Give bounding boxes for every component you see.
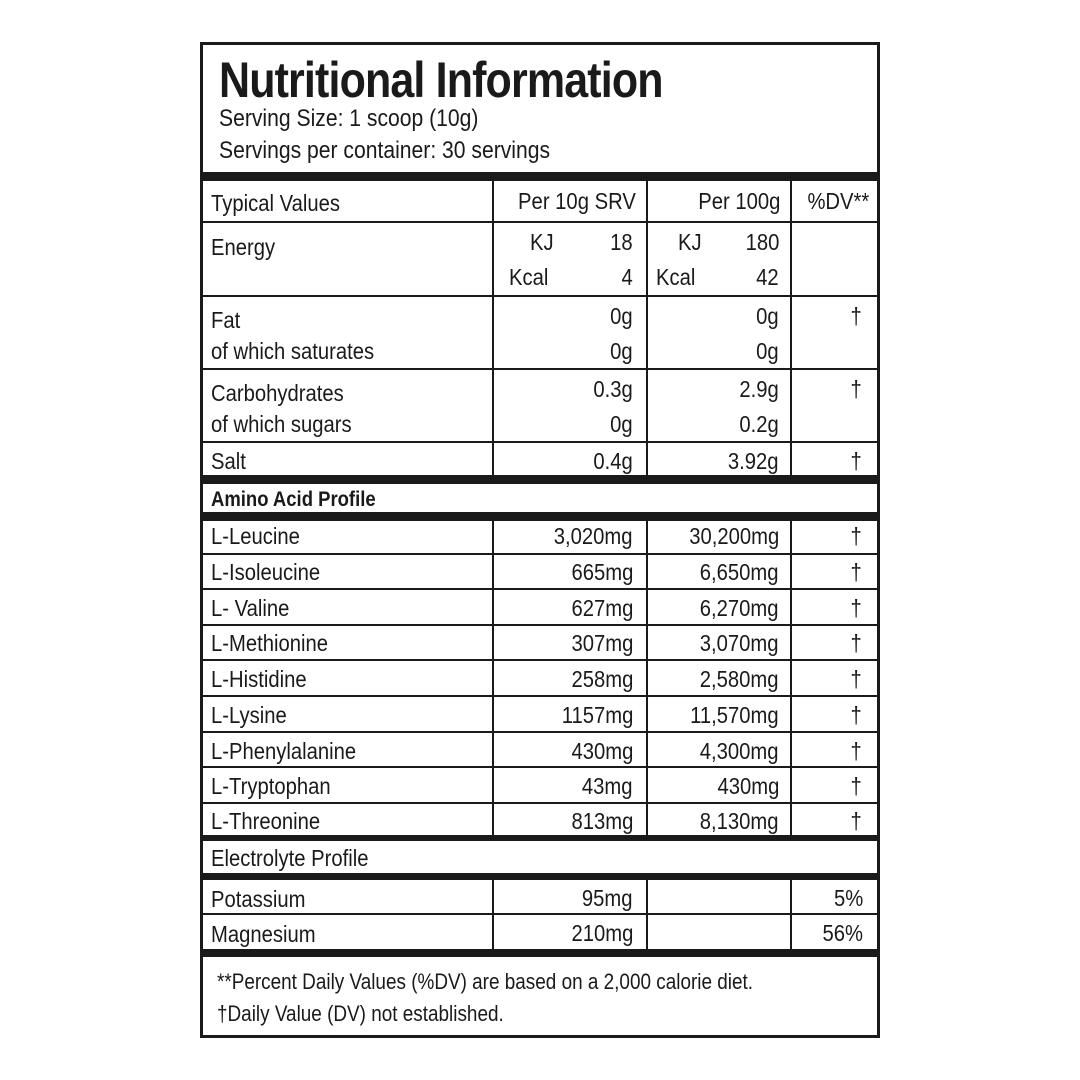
thick-rule <box>203 172 877 181</box>
electrolyte-dv: 5% <box>833 885 863 911</box>
nutrient-label: Salt <box>211 448 246 474</box>
energy-label: Energy <box>211 234 276 260</box>
rule <box>203 295 877 297</box>
amino-serving: 258mg <box>571 666 633 692</box>
nutrient-per100: 0g <box>756 338 779 364</box>
amino-label: L-Tryptophan <box>211 773 331 799</box>
rule <box>203 913 877 915</box>
amino-label: L-Isoleucine <box>211 559 321 585</box>
amino-per100: 6,270mg <box>700 595 779 621</box>
amino-per100: 4,300mg <box>700 738 779 764</box>
servings-per-container: Servings per container: 30 servings <box>219 137 551 164</box>
energy-kj-unit-serving: KJ <box>530 229 554 255</box>
amino-label: L-Leucine <box>211 523 300 549</box>
thick-rule <box>203 475 877 484</box>
nutrient-label: of which sugars <box>211 411 352 437</box>
amino-dv: † <box>850 630 862 656</box>
thick-rule <box>203 835 877 841</box>
nutrient-dv: † <box>850 303 862 329</box>
amino-label: L- Valine <box>211 595 290 621</box>
amino-per100: 6,650mg <box>700 559 779 585</box>
rule <box>203 221 877 223</box>
rule <box>203 624 877 626</box>
amino-dv: † <box>850 773 862 799</box>
energy-kj-unit-100g: KJ <box>678 229 702 255</box>
nutrient-serving: 0g <box>610 338 633 364</box>
nutrient-per100: 3.92g <box>728 448 779 474</box>
amino-per100: 430mg <box>717 773 779 799</box>
footnote-dv: **Percent Daily Values (%DV) are based on a 2,000 calorie diet. <box>217 969 754 994</box>
amino-serving: 627mg <box>571 595 633 621</box>
nutrient-per100: 0g <box>756 303 779 329</box>
energy-kcal-serving: 4 <box>621 264 633 290</box>
amino-per100: 30,200mg <box>688 523 779 549</box>
rule <box>203 553 877 555</box>
rule <box>203 802 877 804</box>
amino-acid-heading: Amino Acid Profile <box>211 488 376 511</box>
column-header-dv: %DV** <box>807 188 869 214</box>
serving-size: Serving Size: 1 scoop (10g) <box>219 105 479 132</box>
energy-kcal-unit-serving: Kcal <box>509 264 549 290</box>
thick-rule <box>203 512 877 521</box>
electrolyte-label: Magnesium <box>211 921 316 947</box>
label-title: Nutritional Information <box>219 52 663 108</box>
electrolyte-heading: Electrolyte Profile <box>211 845 369 871</box>
amino-per100: 8,130mg <box>700 808 779 834</box>
amino-dv: † <box>850 702 862 728</box>
amino-label: L-Histidine <box>211 666 307 692</box>
amino-label: L-Phenylalanine <box>211 738 357 764</box>
nutrient-label: Fat <box>211 307 241 333</box>
energy-kj-serving: 18 <box>610 229 633 255</box>
amino-dv: † <box>850 559 862 585</box>
rule <box>203 588 877 590</box>
amino-dv: † <box>850 666 862 692</box>
amino-serving: 307mg <box>571 630 633 656</box>
amino-dv: † <box>850 738 862 764</box>
amino-serving: 1157mg <box>561 702 633 728</box>
nutrient-per100: 0.2g <box>739 411 779 437</box>
amino-serving: 3,020mg <box>554 523 633 549</box>
amino-label: L-Methionine <box>211 630 329 656</box>
amino-dv: † <box>850 808 862 834</box>
footnote-dagger: †Daily Value (DV) not established. <box>217 1001 504 1026</box>
energy-kj-100g: 180 <box>745 229 779 255</box>
amino-per100: 3,070mg <box>700 630 779 656</box>
nutrient-per100: 2.9g <box>739 376 779 402</box>
amino-label: L-Threonine <box>211 808 321 834</box>
amino-per100: 2,580mg <box>700 666 779 692</box>
column-divider <box>790 181 792 475</box>
thick-rule <box>203 873 877 880</box>
column-header-per-serving: Per 10g SRV <box>518 188 636 214</box>
amino-serving: 43mg <box>582 773 633 799</box>
amino-serving: 813mg <box>571 808 633 834</box>
electrolyte-per100 <box>648 887 779 910</box>
nutrient-serving: 0.3g <box>593 376 633 402</box>
nutrient-label: Carbohydrates <box>211 380 344 406</box>
rule <box>203 441 877 443</box>
amino-serving: 665mg <box>571 559 633 585</box>
nutrient-serving: 0.4g <box>593 448 633 474</box>
nutrient-serving: 0g <box>610 411 633 437</box>
electrolyte-dv: 56% <box>822 920 863 946</box>
amino-dv: † <box>850 523 862 549</box>
amino-dv: † <box>850 595 862 621</box>
nutrient-dv: † <box>850 376 862 402</box>
energy-kcal-100g: 42 <box>756 264 779 290</box>
amino-per100: 11,570mg <box>690 702 779 728</box>
column-header-typical-values: Typical Values <box>211 190 341 216</box>
label-header <box>203 45 877 172</box>
nutrition-label <box>200 42 880 1038</box>
nutrient-serving: 0g <box>610 303 633 329</box>
electrolyte-label: Potassium <box>211 886 306 912</box>
energy-kcal-unit-100g: Kcal <box>656 264 696 290</box>
electrolyte-serving: 95mg <box>582 885 633 911</box>
amino-serving: 430mg <box>571 738 633 764</box>
electrolyte-serving: 210mg <box>571 920 633 946</box>
rule <box>203 659 877 661</box>
electrolyte-per100 <box>648 922 779 945</box>
rule <box>203 368 877 370</box>
rule <box>203 731 877 733</box>
thick-rule <box>203 949 877 957</box>
rule <box>203 766 877 768</box>
amino-label: L-Lysine <box>211 702 287 728</box>
rule <box>203 695 877 697</box>
nutrient-label: of which saturates <box>211 338 375 364</box>
nutrient-dv: † <box>850 448 862 474</box>
column-header-per-100g: Per 100g <box>697 188 780 214</box>
